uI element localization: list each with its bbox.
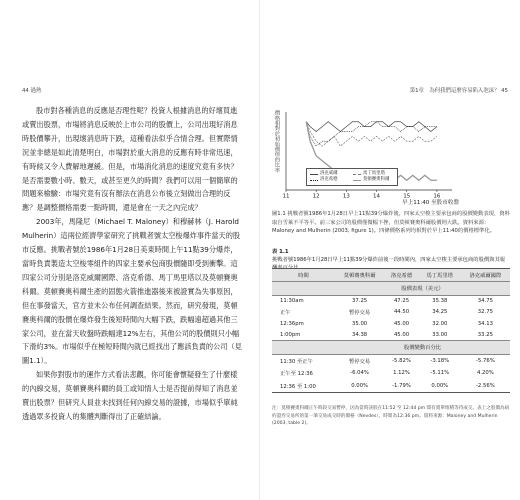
table-cell: 35.38 [432, 297, 448, 304]
table-cell: 45.00 [393, 331, 410, 338]
table-cell: 35.00 [352, 321, 368, 328]
table-title-label: 表 1.1 [272, 249, 289, 255]
table-header-cell: 馬丁馬里塔 [419, 269, 461, 282]
table-cell: -1.79% [384, 380, 419, 393]
table-cell: 33.00 [432, 331, 448, 338]
x-tick-label: 15 [403, 193, 411, 200]
paragraph-2: 2003年，馬隆尼（Michael T. Maloney）和穆赫林（J. Harold Mulherin）這兩位經濟學家研究了挑戰者號太空梭爆炸事件當天的股市反應。挑戰者號於1986年1月28日美東時間上午11點39分爆炸，當時負責製造太空梭零組件的四家主要承包商股價隨即受到衝擊。這四家公司分別是洛克威爾國際、洛克希德、馬丁馬里塔以及莫頓賽奧科爾。莫頓賽奧科爾生產的固態火箭推進器後來被證實為失事原因，但在事發當天，官方並未公布任何調查結果。然而，研究發現，莫頓賽奧科爾的股價在爆炸發生後短時間內大幅下跌，跌幅遠超過其他三家公司，並在當天收盤時跌幅達12%左右，其他公司的股價則只小幅下滑約3%。市場似乎在極短時間內就已經找出了應該負責的公司（見圖1.1）。 [22, 217, 242, 366]
table-row [272, 367, 510, 380]
table-cell: 正午至 12:36 [280, 371, 313, 378]
table-cell: 正午 [280, 310, 291, 317]
table-cell: 32.75 [477, 309, 493, 316]
table-header-cell: 洛克威爾國際 [461, 269, 510, 282]
table-cell: -5.76% [476, 357, 495, 364]
table-cell: 45.00 [393, 321, 410, 328]
table-cell: 1.12% [393, 370, 410, 377]
table-cell: 37.25 [352, 297, 368, 304]
legend-item-lockheed: 洛克希德 [310, 177, 351, 183]
table-header-row [272, 269, 510, 282]
table-row [272, 319, 510, 330]
table-header-cell: 時間 [272, 269, 335, 282]
table-row [272, 329, 510, 340]
table-cell: 0.00% [335, 380, 384, 393]
table-row [272, 380, 510, 393]
x-tick-label: 12 [312, 193, 320, 200]
legend-item-thiokol: 莫頓賽奧科爾 [353, 177, 394, 183]
table-cell: 0.00% [419, 380, 461, 393]
table-row [272, 295, 510, 306]
table-section-row [272, 282, 510, 296]
legend-item-rockwell: 洛克威爾 [310, 171, 351, 177]
table-row [272, 306, 510, 319]
table-cell: -5.11% [430, 370, 450, 377]
x-tick-label: 11 [282, 193, 290, 200]
chart-y-axis-label: 價格相對於初始價值的比率 [274, 110, 280, 173]
table-title-text: 挑戰者號1986年1月28日早上11點39分爆炸前後一段時間內，四家太空梭主要承包商的股價與其報 [272, 257, 506, 263]
table-cell: 47.25 [393, 297, 410, 304]
table-section-row [272, 340, 510, 354]
left-running-head: 44 過熱 [22, 88, 42, 94]
paragraph-3: 如果你對股市的運作方式看法悲觀，你可能會懷疑發生了什麼樣的內線交易，莫頓賽奧科爾的員工或知情人士是否提前得知了消息並賣出股票？但研究人員並未找到任何內線交易的證據，市場似乎單純透過眾多投資人的集體判斷得出了正確結論。 [22, 370, 238, 421]
figure-1-1 [272, 106, 504, 206]
figure-caption: 圖1.1 挑戰者號1986年1月28日早上11點39分爆炸後，四家太空梭主要承包商的股價變動表現，資料取自雪萊不平等平。前三家公司的股價僅微幅下挫，但莫頓賽奧科爾股價則大跌。資料來源：Maloney and Mulherin (2003, figure 1)。四條價格系列均相對於早上11:40的價格標準化。 [272, 211, 510, 235]
table-cell: -6.04% [350, 370, 369, 377]
right-running-head: 第1章 為何我們這麼容易陷入泡沫？ 45 [409, 88, 508, 94]
table-cell: 12:36pm [280, 321, 304, 328]
table-section-label: 股價表現（美元） [335, 282, 510, 296]
x-tick-label: 13 [342, 193, 350, 200]
paragraph-1: 股市對各種消息的反應是否理性呢？投資人根據消息的好壞買進或賣出股票，市場將消息反映於上市公司的股價上，公司出現好消息時股價攀升，出現壞消息時下跌，這種看法似乎合情合理。但實際情況並非總是如此清楚明白，市場對於重大消息的反應有時非常迅速，有時候又令人費解地遲緩。但是，市場消化消息的速度究竟有多快？是否需要數小時、數天，或甚至更久的時間？我們可以用一個簡單的問題來檢驗：市場究竟有沒有辦法在消息公布後立刻做出合理的反應？是調整價格需要一點時間，還是會在一天之內完成？ [22, 106, 238, 213]
left-body-text [22, 104, 244, 424]
table-cell: 暫停交易 [349, 358, 371, 365]
table-cell: -3.18% [430, 357, 450, 364]
table-cell: 11:30am [280, 297, 304, 304]
table-header-cell: 洛克希德 [384, 269, 419, 282]
table-cell: 32.00 [432, 321, 448, 328]
table-cell: -5.82% [392, 357, 411, 364]
x-tick-label: 14 [373, 193, 381, 200]
table-cell: -2.56% [461, 380, 510, 393]
chart-canvas [272, 106, 504, 206]
table-cell: 33.25 [477, 331, 493, 338]
legend-item-martin: 馬丁馬里塔 [353, 171, 394, 177]
table-cell: 12:36 至 1:00 [272, 380, 335, 393]
chart-x-axis-label: 早上11:40 至股市收盤 [402, 200, 460, 206]
table-header-cell: 莫頓賽奧科爾 [335, 269, 384, 282]
table-row [272, 354, 510, 367]
table-cell: 34.25 [432, 309, 448, 316]
table-cell: 34.38 [352, 331, 368, 338]
table-cell: 34.75 [477, 297, 493, 304]
table-cell: 44.50 [393, 309, 410, 316]
table-1-1 [272, 268, 510, 393]
chart-legend [306, 168, 398, 186]
x-tick-label: 16 [433, 193, 441, 200]
table-cell: 4.20% [476, 370, 494, 377]
table-cell: 34.13 [477, 321, 493, 328]
table-cell: 1:00pm [280, 331, 301, 338]
table-cell: 11:30 至正午 [280, 358, 313, 365]
table-section-label: 股價變動百分比 [335, 340, 510, 354]
table-cell: 暫停交易 [349, 310, 371, 317]
table-note: 注：莫頓賽奧科爾正午時段交易暫停，因為當時該股在11:52 至 12:44 pm 間有賣單堆積等待成交。表上之股價為紐約證券交易所的第一筆交易成交時的價格（Nevdes），時間為12:36 pm。資料來源：Maloney and Mulherin (2003, table 2)。 [272, 406, 510, 426]
